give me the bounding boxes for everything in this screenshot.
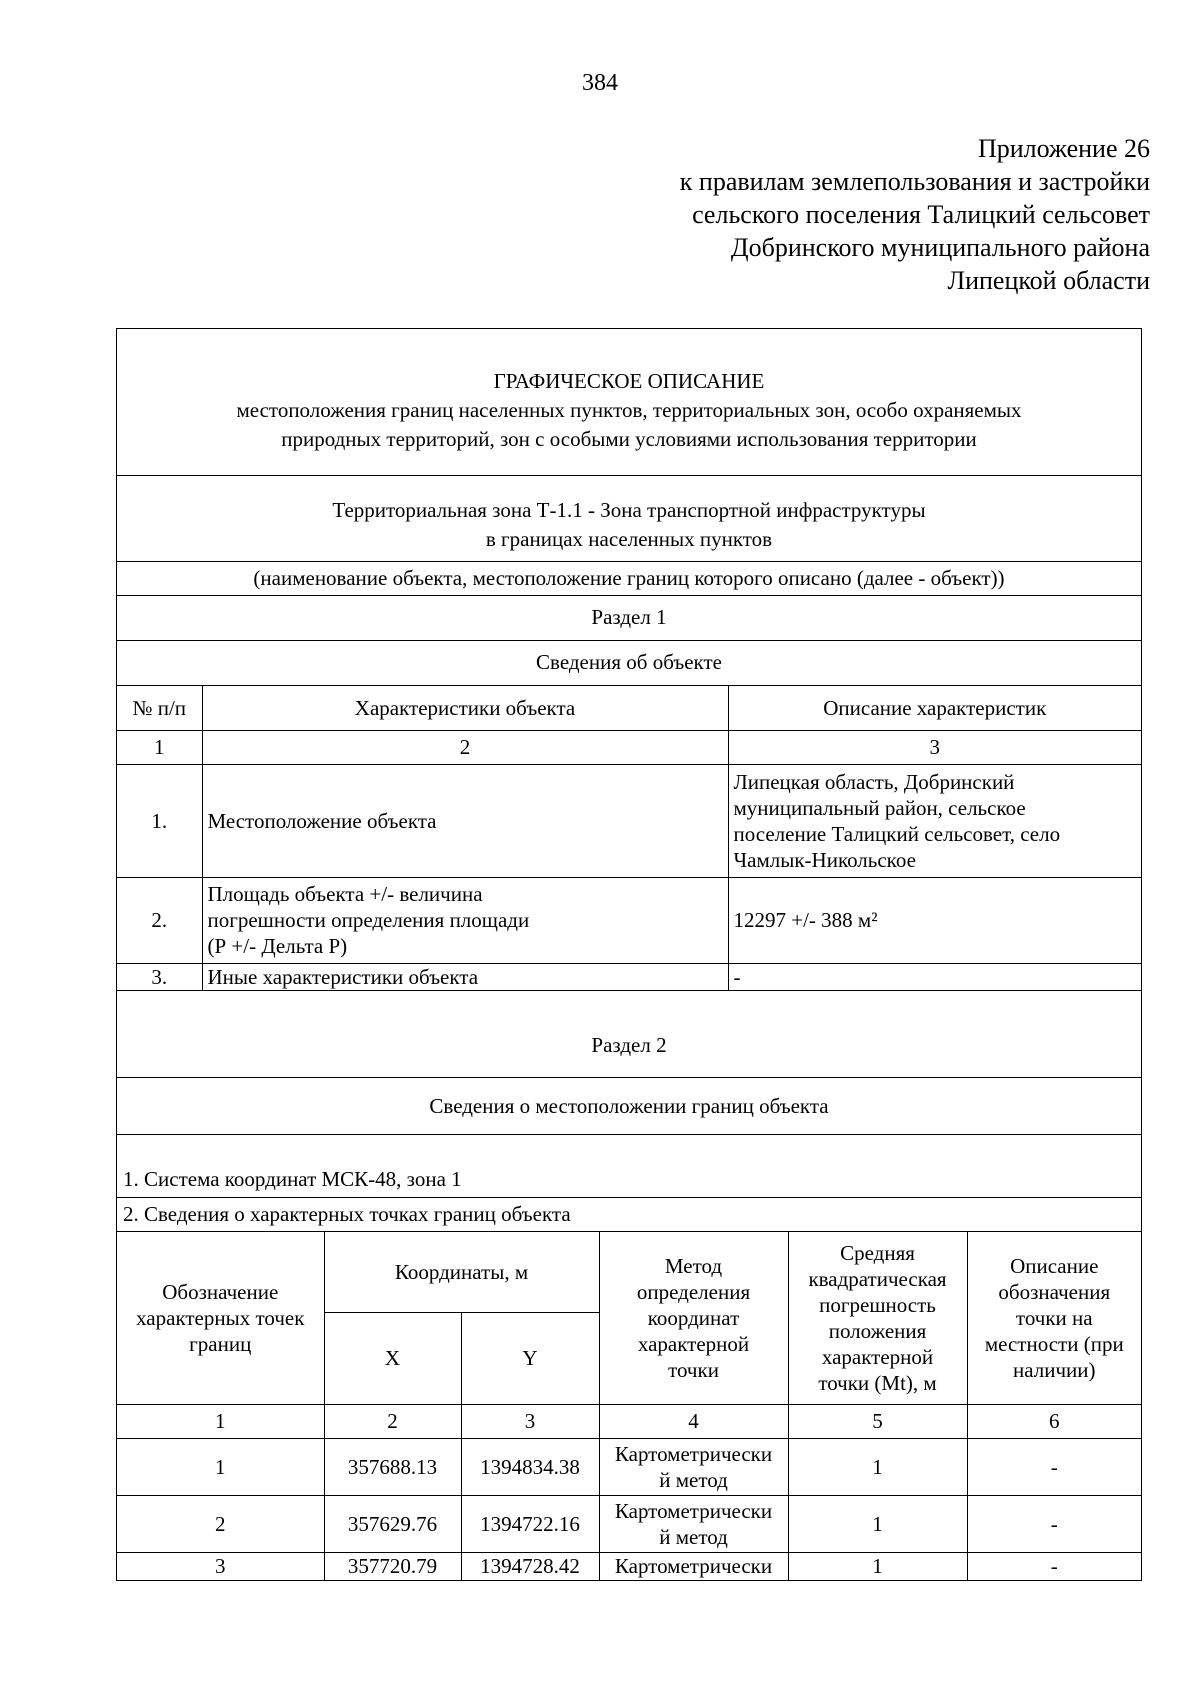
point-error: 1 <box>788 1495 967 1552</box>
cell-line: наличии) <box>1013 1357 1096 1382</box>
cell-line: точки (Mt), м <box>818 1370 937 1395</box>
point-description: - <box>967 1495 1141 1552</box>
document-title-block <box>117 329 1141 476</box>
table-header-cell: № п/п <box>117 686 202 730</box>
coordinates-header: Координаты, м <box>324 1232 599 1312</box>
error-header <box>788 1232 967 1404</box>
appendix-line: Добринского муниципального района <box>730 233 1150 262</box>
row-number: 3. <box>117 963 202 990</box>
document-title: ГРАФИЧЕСКОЕ ОПИСАНИЕ <box>493 369 765 393</box>
cell-line: поселение Талицкий сельсовет, село <box>733 821 1061 846</box>
description-cell <box>728 963 1141 990</box>
cell-line: точки на <box>1015 1305 1093 1330</box>
object-info-table-wrap <box>117 686 1141 991</box>
characteristic-cell <box>202 877 728 963</box>
points-table <box>117 1232 1141 1580</box>
y-header: Y <box>461 1312 599 1404</box>
cell-line: Метод <box>664 1253 723 1278</box>
coordinate-system: 1. Система координат МСК-48, зона 1 <box>117 1135 1141 1198</box>
cell-line: квадратическая <box>808 1266 947 1291</box>
appendix-line: сельского поселения Талицкий сельсовет <box>692 200 1150 229</box>
cell-line: границ <box>189 1331 252 1356</box>
section2-title: Раздел 2 <box>117 991 1141 1078</box>
appendix-line: к правилам землепользования и застройки <box>679 167 1150 196</box>
cell-line: й метод <box>659 1524 728 1549</box>
table-row <box>117 1495 1141 1552</box>
object-info-table <box>117 686 1141 990</box>
cell-line: местности (при <box>984 1331 1124 1356</box>
object-name: в границах населенных пунктов <box>485 527 773 551</box>
table-row <box>117 1552 1141 1580</box>
object-name-block <box>117 476 1141 562</box>
column-number: 4 <box>599 1404 788 1438</box>
point-y: 1394834.38 <box>461 1438 599 1495</box>
point-description: - <box>967 1438 1141 1495</box>
point-x: 357688.13 <box>324 1438 461 1495</box>
point-error: 1 <box>788 1438 967 1495</box>
row-number: 2. <box>117 877 202 963</box>
point-method <box>599 1495 788 1552</box>
point-id: 1 <box>117 1438 324 1495</box>
column-number: 1 <box>117 730 202 764</box>
appendix-header <box>450 132 1150 297</box>
x-header: X <box>324 1312 461 1404</box>
cell-line: Чамлык-Никольское <box>733 847 916 872</box>
page-number: 384 <box>582 70 618 96</box>
row-number: 1. <box>117 764 202 877</box>
point-x: 357629.76 <box>324 1495 461 1552</box>
cell-line: положения <box>828 1318 927 1343</box>
column-number: 3 <box>728 730 1141 764</box>
point-description: - <box>967 1552 1141 1580</box>
cell-line: (Р +/- Дельта Р) <box>207 934 348 958</box>
cell-line: Картометрически <box>614 1554 773 1579</box>
column-number: 3 <box>461 1404 599 1438</box>
column-number: 6 <box>967 1404 1141 1438</box>
cell-line: определения <box>636 1279 751 1304</box>
section1-title: Раздел 1 <box>117 596 1141 641</box>
cell-line: характерной <box>821 1344 934 1369</box>
cell-line: характерной <box>637 1331 750 1356</box>
cell-line: погрешность <box>819 1292 936 1317</box>
description-cell <box>728 764 1141 877</box>
cell-line: Липецкая область, Добринский <box>733 769 1015 794</box>
table-row <box>117 963 1141 990</box>
point-id: 2 <box>117 1495 324 1552</box>
description-cell <box>728 877 1141 963</box>
description-header <box>967 1232 1141 1404</box>
table-header-cell: Характеристики объекта <box>202 686 728 730</box>
table-row <box>117 1438 1141 1495</box>
table-row <box>117 764 1141 877</box>
document-subtitle: природных территорий, зон с особыми условиями использования территории <box>281 427 977 451</box>
cell-line: муниципальный район, сельское <box>733 795 1026 820</box>
section1-subtitle: Сведения об объекте <box>117 641 1141 686</box>
column-number: 5 <box>788 1404 967 1438</box>
point-id: 3 <box>117 1552 324 1580</box>
table-row <box>117 877 1141 963</box>
cell-line: характерных точек <box>136 1305 305 1330</box>
point-y: 1394722.16 <box>461 1495 599 1552</box>
object-name: Территориальная зона Т-1.1 - Зона транспортной инфраструктуры <box>332 498 926 522</box>
characteristic-cell <box>202 764 728 877</box>
point-method <box>599 1552 788 1580</box>
description-form <box>116 328 1142 1581</box>
points-table-wrap <box>117 1232 1141 1580</box>
object-caption: (наименование объекта, местоположение границ которого описано (далее - объект)) <box>117 562 1141 596</box>
column-number: 1 <box>117 1404 324 1438</box>
document-subtitle: местоположения границ населенных пунктов, территориальных зон, особо охраняемых <box>236 398 1022 422</box>
cell-line: погрешности определения площади <box>207 908 530 932</box>
cell-line: 12297 +/- 388 м² <box>733 908 878 932</box>
point-y: 1394728.42 <box>461 1552 599 1580</box>
cell-line: Описание <box>1010 1253 1099 1278</box>
appendix-line: Липецкой области <box>947 266 1150 295</box>
cell-line: координат <box>647 1305 740 1330</box>
cell-line: Иные характеристики объекта <box>207 964 479 989</box>
cell-line: Картометрически <box>614 1498 773 1523</box>
designation-header <box>117 1232 324 1404</box>
column-number: 2 <box>202 730 728 764</box>
cell-line: точки <box>668 1357 719 1382</box>
cell-line: Обозначение <box>162 1279 279 1304</box>
points-caption: 2. Сведения о характерных точках границ объекта <box>117 1198 1141 1232</box>
cell-line: Средняя <box>840 1240 915 1265</box>
cell-line: Местоположение объекта <box>207 808 437 833</box>
point-method <box>599 1438 788 1495</box>
table-header-cell: Описание характеристик <box>728 686 1141 730</box>
method-header <box>599 1232 788 1404</box>
cell-line: Площадь объекта +/- величина <box>207 882 483 906</box>
characteristic-cell <box>202 963 728 990</box>
section2-subtitle: Сведения о местоположении границ объекта <box>117 1078 1141 1135</box>
point-error: 1 <box>788 1552 967 1580</box>
column-number: 2 <box>324 1404 461 1438</box>
cell-line: обозначения <box>998 1279 1111 1304</box>
point-x: 357720.79 <box>324 1552 461 1580</box>
cell-line: й метод <box>659 1467 728 1492</box>
cell-line: Картометрически <box>614 1441 773 1466</box>
appendix-line: Приложение 26 <box>977 134 1150 163</box>
cell-line: - <box>733 964 741 989</box>
